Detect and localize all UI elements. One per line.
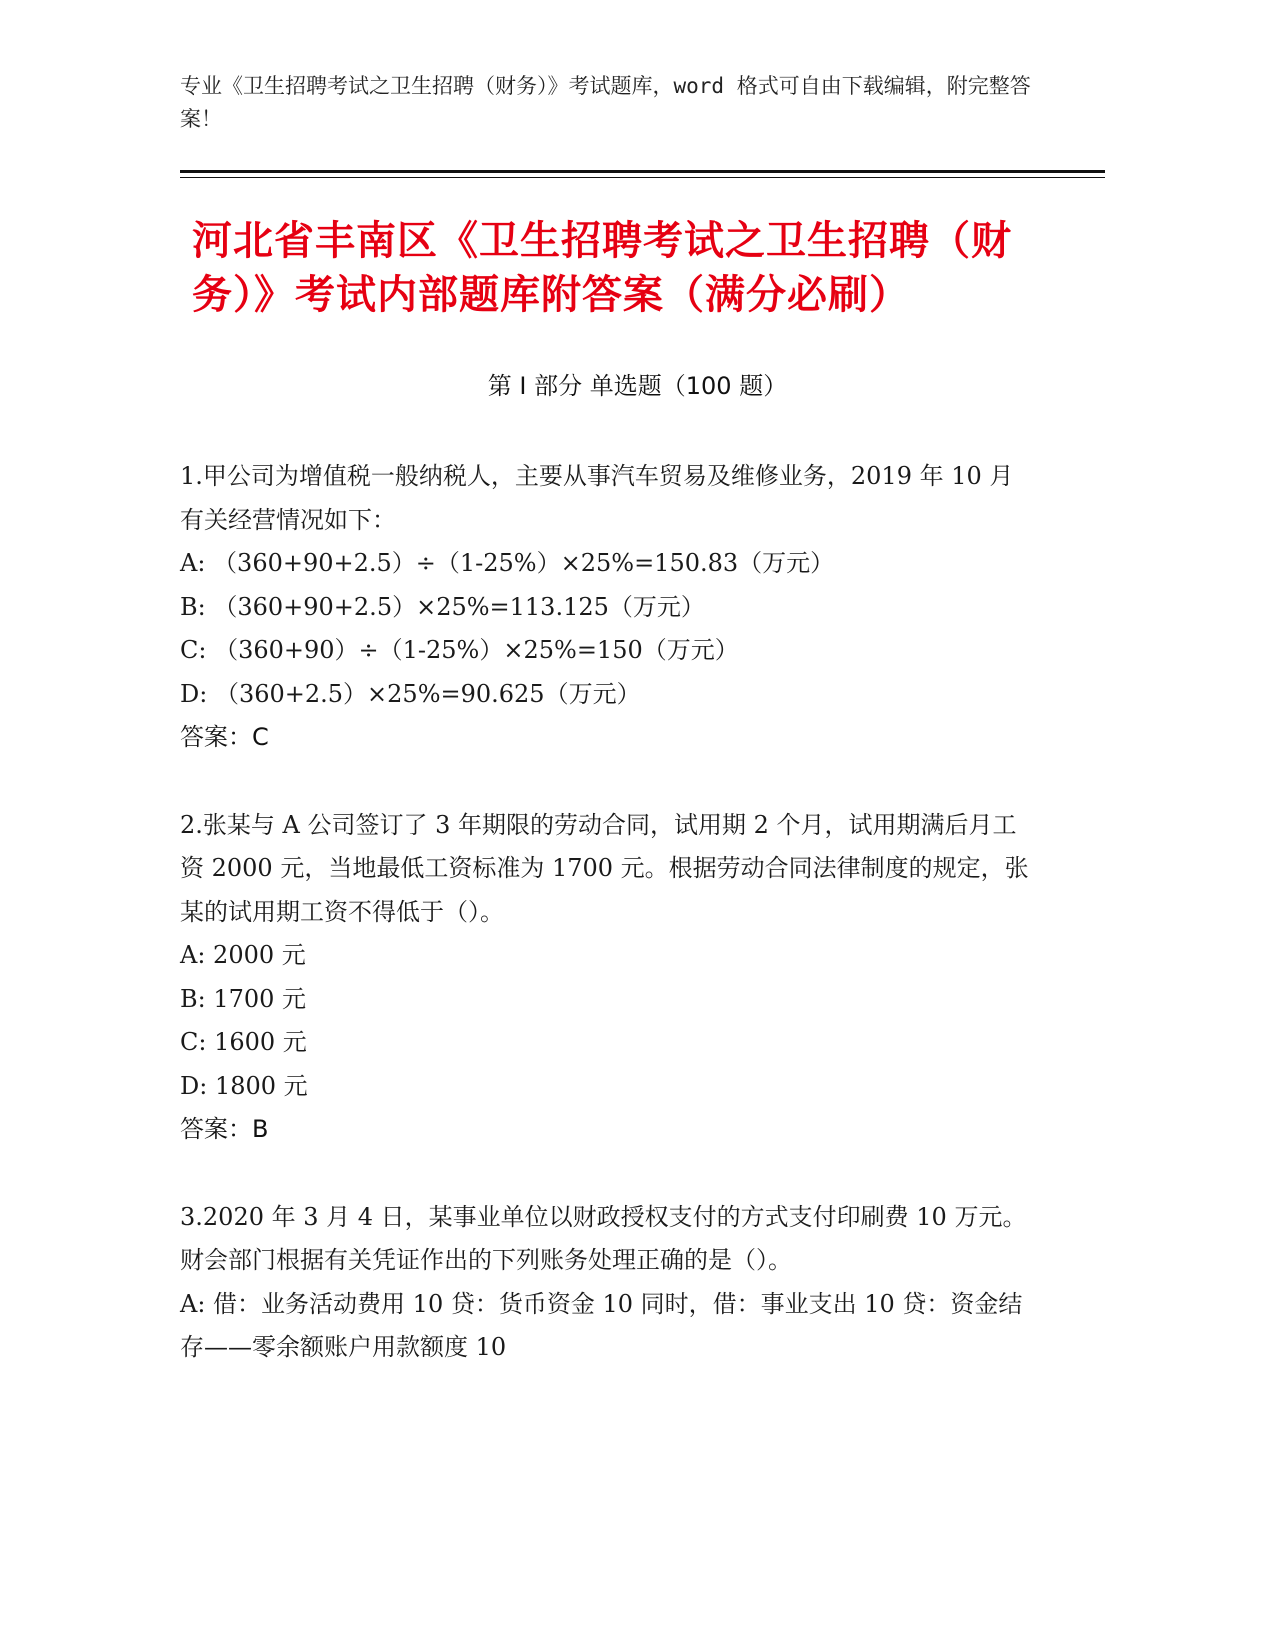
question-stem: 3.2020 年 3 月 4 日，某事业单位以财政授权支付的方式支付印刷费 10 万元。财会部门根据有关凭证作出的下列账务处理正确的是（）。 [180,1202,1027,1274]
section-title: 第 I 部分 单选题（100 题） [487,372,788,400]
option-b: B: 1700 元 [180,984,307,1013]
document-title: 河北省丰南区《卫生招聘考试之卫生招聘（财务）》考试内部题库附答案（满分必刷） [192,218,1012,318]
header-divider-thin [180,177,1105,178]
answer: 答案：B [180,1115,269,1143]
question-3 [180,1196,1030,1370]
option-a: A: 借：业务活动费用 10 贷：货币资金 10 同时，借：事业支出 10 贷：资金结存——零余额账户用款额度 10 [180,1289,1023,1361]
answer: 答案：C [180,723,269,751]
question-2 [180,804,1030,1152]
option-c: C: （360+90）÷（1-25%）×25%=150（万元） [180,636,739,664]
question-1 [180,455,1030,760]
question-stem: 1.甲公司为增值税一般纳税人，主要从事汽车贸易及维修业务，2019 年 10 月有关经营情况如下： [180,462,1014,534]
option-b: B: （360+90+2.5）×25%=113.125（万元） [180,592,705,621]
option-d: D: 1800 元 [180,1071,308,1100]
option-a: A: 2000 元 [180,941,306,969]
header-note: 专业《卫生招聘考试之卫生招聘（财务）》考试题库，word 格式可自由下载编辑，附完整答案！ [180,74,1031,131]
question-stem: 2.张某与 A 公司签订了 3 年期限的劳动合同，试用期 2 个月，试用期满后月工资 2000 元，当地最低工资标准为 1700 元。根据劳动合同法律制度的规定，张某的试用期工资不得低于（）。 [180,810,1029,926]
option-c: C: 1600 元 [180,1028,307,1056]
option-d: D: （360+2.5）×25%=90.625（万元） [180,679,641,708]
question-list [180,455,1030,1414]
option-a: A: （360+90+2.5）÷（1-25%）×25%=150.83（万元） [180,549,835,577]
header-divider-thick [180,170,1105,173]
